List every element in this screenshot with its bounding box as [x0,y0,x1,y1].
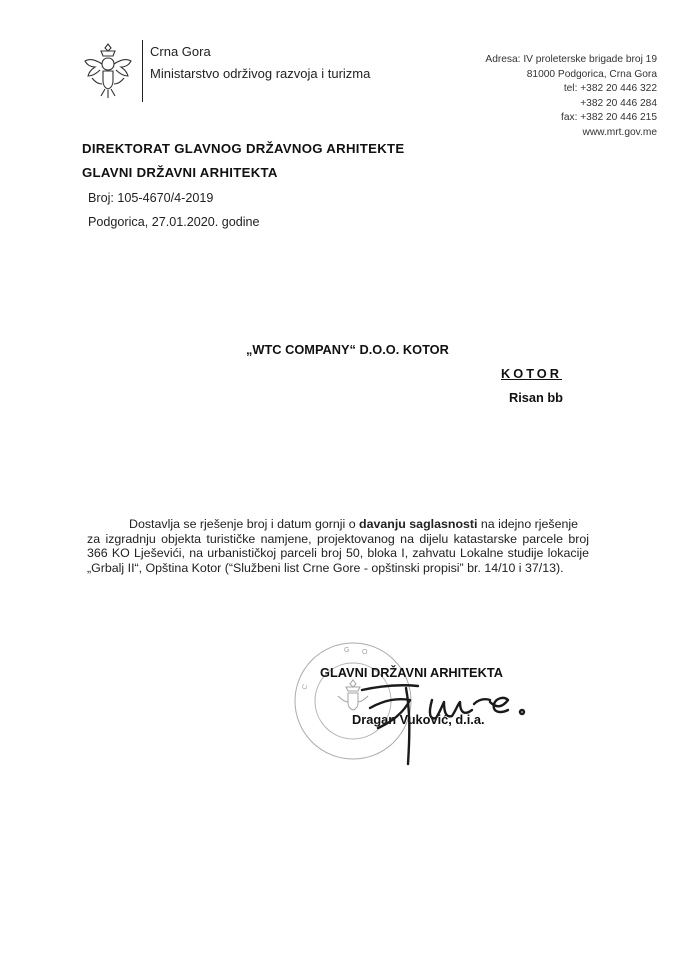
body-paragraph [87,517,589,575]
svg-text:C: C [301,683,310,691]
signatory-title: GLAVNI DRŽAVNI ARHITEKTA [320,665,503,680]
website-line: www.mrt.gov.me [582,126,657,138]
body-line: za izgradnju objekta turističke namjene, projektovanog na dijelu katastarske parcele broj [87,531,589,546]
country-name: Crna Gora [150,44,211,59]
body-line: „Grbalj II“, Opština Kotor (“Službeni list Crne Gore - opštinski propisi” br. 14/10 i 37/13). [87,560,564,575]
recipient-street: Risan bb [508,390,563,405]
recipient-city: KOTOR [501,366,562,381]
body-line: Dostavlja se rješenje broj i datum gornji o davanju saglasnosti na idejno rješenje [129,517,579,531]
recipient-company: „WTC COMPANY“ D.O.O. KOTOR [246,342,449,357]
reference-number: Broj: 105-4670/4-2019 [88,191,214,205]
address-line: Adresa: IV proleterske brigade broj 19 [485,54,657,65]
body-line: 366 KO Lješevići, na urbanističkoj parceli broj 50, bloka I, zahvatu Lokalne studije lokacije [87,546,589,560]
office-title: GLAVNI DRŽAVNI ARHITEKTA [82,165,278,180]
handwritten-signature [340,660,540,770]
address-line: 81000 Podgorica, Crna Gora [526,68,657,80]
svg-text:O: O [362,649,368,656]
phone-line: +382 20 446 284 [580,97,657,109]
svg-text:G: G [344,647,350,654]
address-block [485,53,657,141]
fax-line: fax: +382 20 446 215 [560,112,657,124]
date-line: Podgorica, 27.01.2020. godine [88,215,260,229]
signatory-name: Dragan Vuković, d.i.a. [352,712,485,727]
emphasis-text: davanju saglasnosti [359,517,478,531]
ministry-name: Ministarstvo održivog razvoja i turizma [150,66,371,81]
letterhead-divider [142,40,143,102]
coat-of-arms-icon [82,42,134,100]
directorate-title: DIREKTORAT GLAVNOG DRŽAVNOG ARHITEKTE [82,141,405,156]
phone-line: tel: +382 20 446 322 [563,83,657,95]
